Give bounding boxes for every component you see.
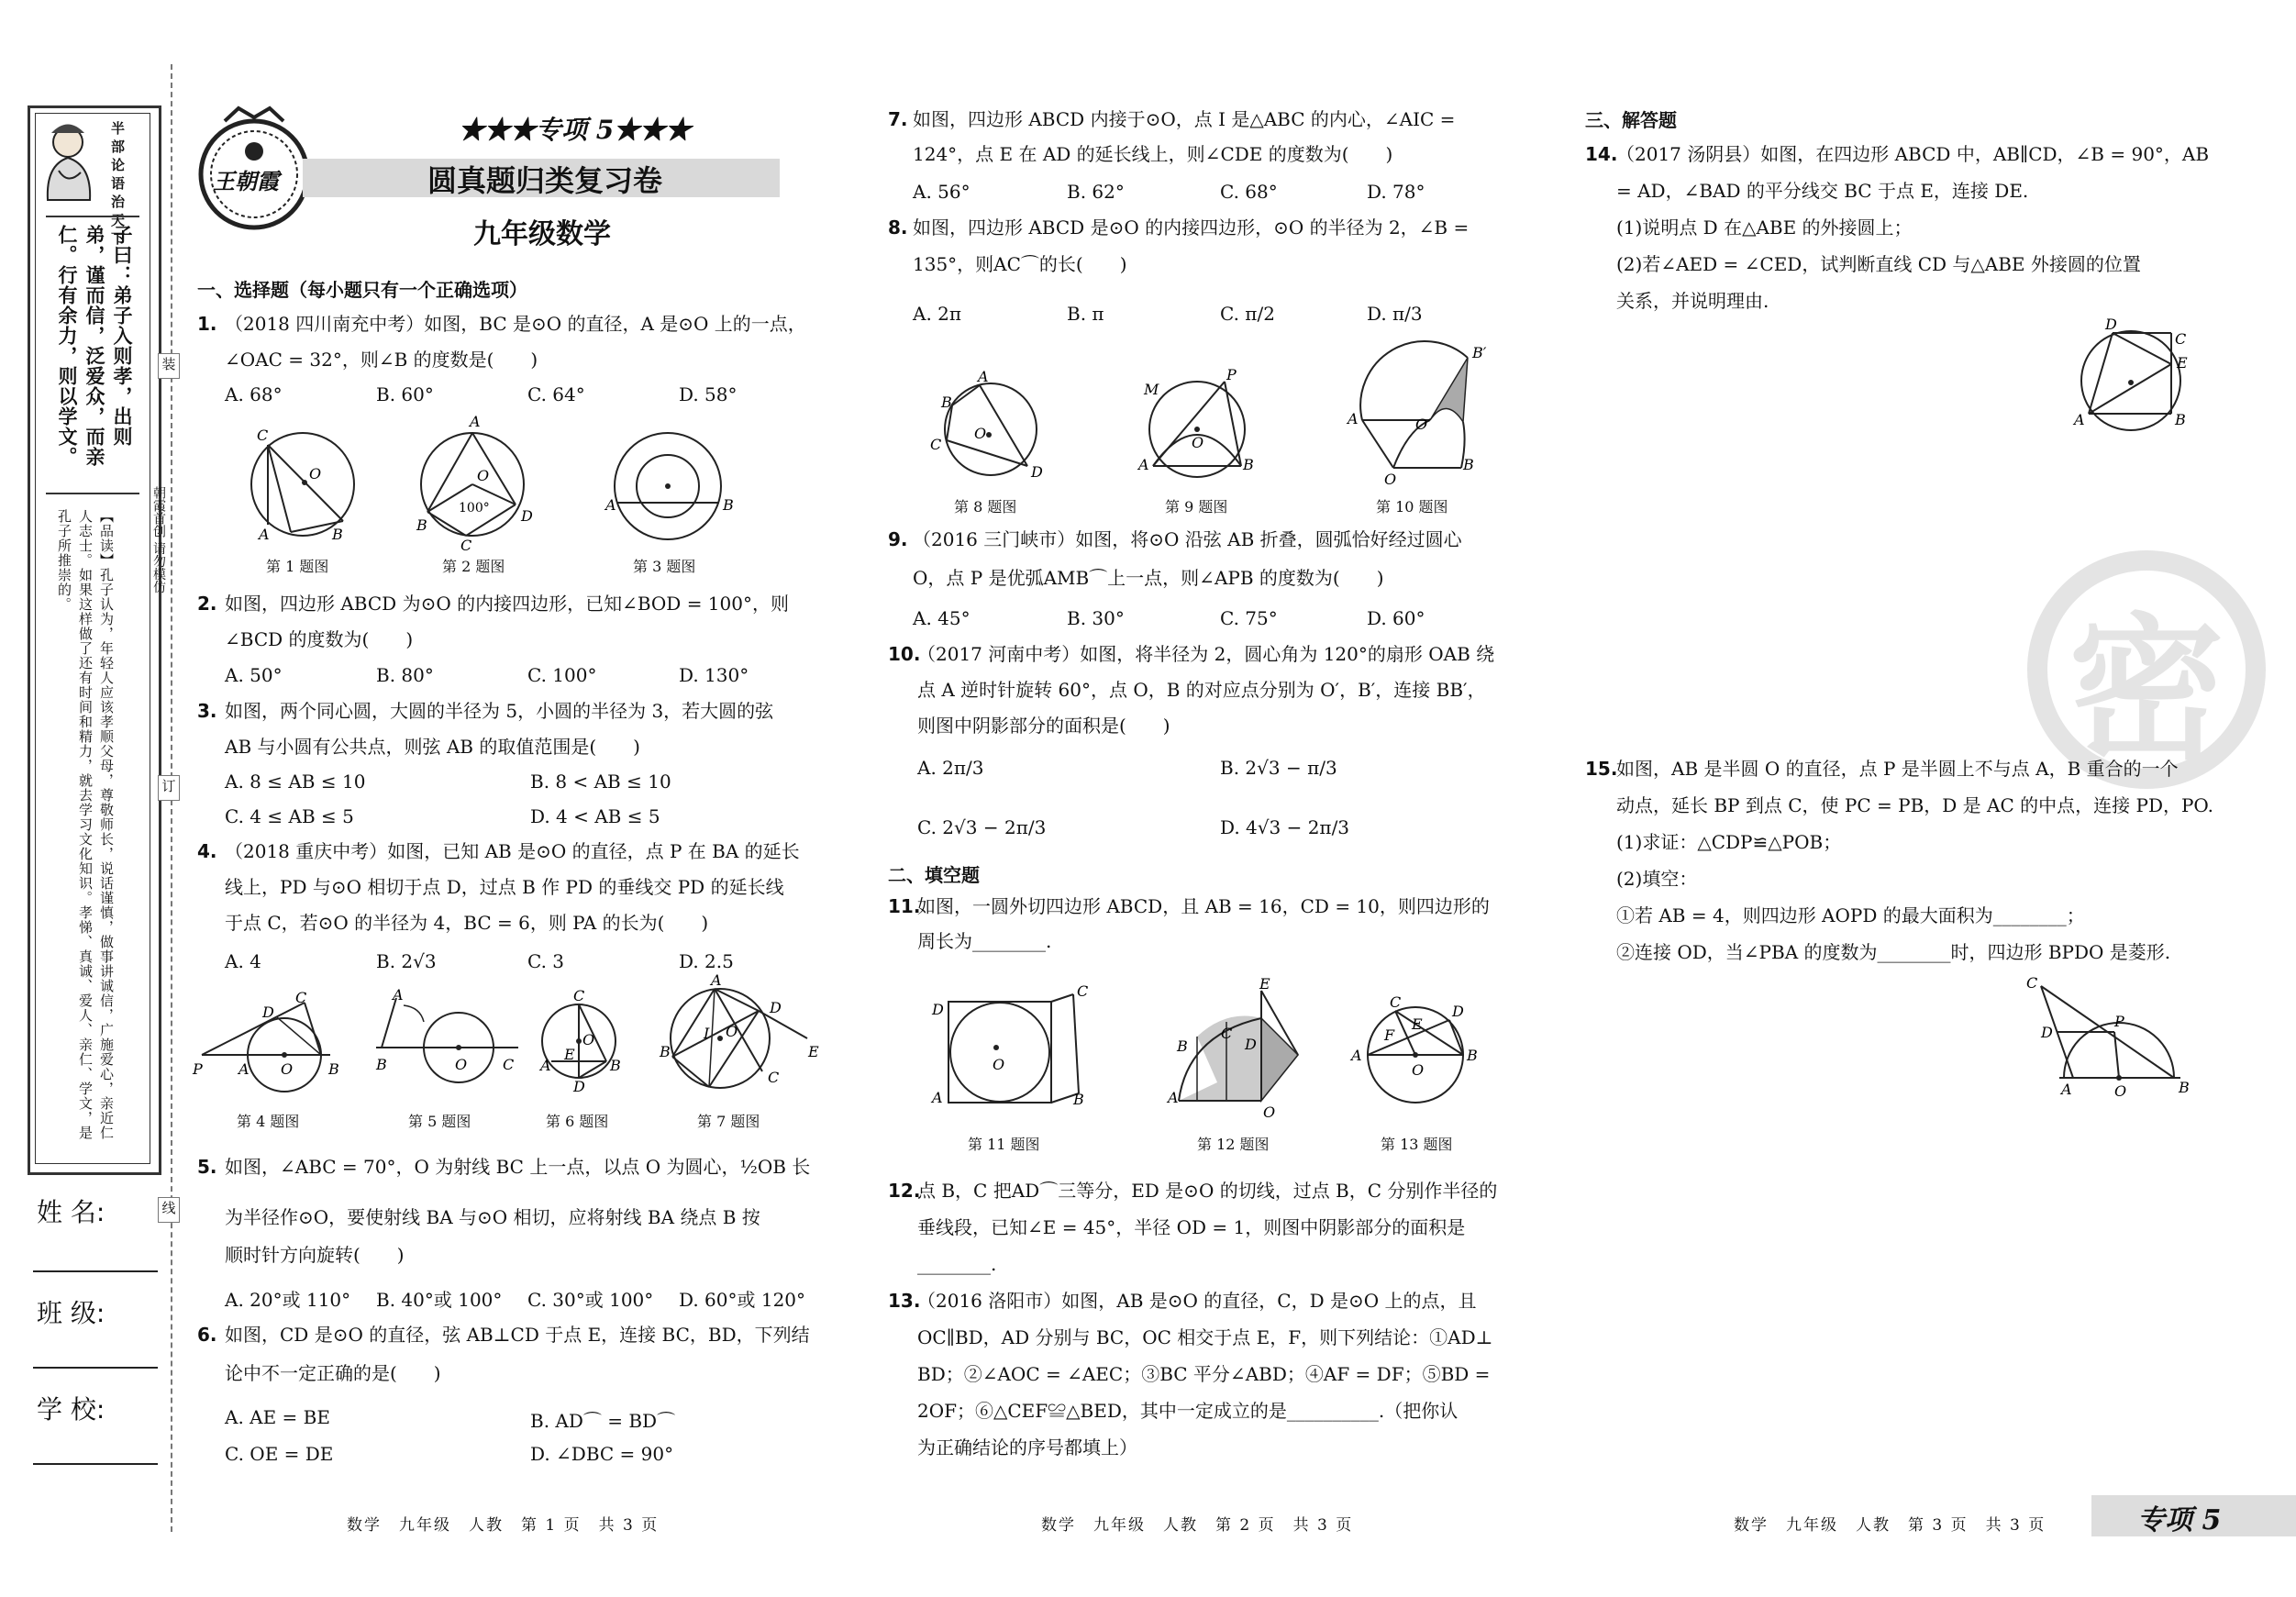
q7-choice-b[interactable]: B. 62° (1067, 181, 1125, 203)
class-label: 班 级: (37, 1298, 105, 1328)
section-answer: 三、解答题 (1585, 109, 1677, 131)
q10-choice-c[interactable]: C. 2√3 − 2π/3 (917, 816, 1047, 838)
seal-char-2: 订 (158, 775, 180, 801)
q4-text-2: 线上，PD 与⊙O 相切于点 D，过点 B 作 PD 的垂线交 PD 的延长线 (225, 876, 784, 898)
svg-text:O: O (993, 1056, 1005, 1073)
confucius-avatar (39, 119, 103, 202)
svg-text:O: O (477, 467, 490, 484)
svg-text:B: B (660, 1043, 671, 1060)
q14-text-4: (2)若∠AED = ∠CED，试判断直线 CD 与△ABE 外接圆的位置 (1616, 253, 2141, 275)
q15-text-6: ②连接 OD，当∠PBA 的度数为________时，四边形 BPDO 是菱形. (1616, 941, 2171, 963)
q8-choice-d[interactable]: D. π/3 (1367, 303, 1423, 325)
svg-text:B′: B′ (1472, 344, 1487, 361)
figure-3 (605, 422, 743, 550)
q4-text: （2018 重庆中考）如图，已知 AB 是⊙O 的直径，点 P 在 BA 的延长 (225, 840, 800, 862)
q5-text-2: 为半径作⊙O，要使射线 BA 与⊙O 相切，应将射线 BA 绕点 B 按 (225, 1206, 760, 1228)
figure-12 (1160, 975, 1316, 1121)
q9-choice-c[interactable]: C. 75° (1220, 607, 1278, 629)
svg-text:A: A (1351, 1047, 1362, 1064)
q2-text: 如图，四边形 ABCD 为⊙O 的内接四边形，已知∠BOD = 100°，则 (225, 593, 789, 615)
q15-text: 如图，AB 是半圆 O 的直径，点 P 是半圆上不与点 A，B 重合的一个 (1616, 758, 2179, 780)
figure-15 (2023, 974, 2190, 1100)
q1-text-2: ∠OAC = 32°，则∠B 的度数是( ) (225, 349, 538, 371)
q1-choice-d[interactable]: D. 58° (679, 383, 738, 405)
q14-text: （2017 汤阴县）如图，在四边形 ABCD 中，AB∥CD，∠B = 90°，AB (1616, 143, 2210, 165)
fig11-caption: 第 11 题图 (968, 1136, 1040, 1153)
q1-choice-a[interactable]: A. 68° (225, 383, 283, 405)
fig10-caption: 第 10 题图 (1376, 498, 1448, 516)
q13-text-5: 为正确结论的序号都填上） (917, 1436, 1137, 1458)
svg-text:A: A (1348, 410, 1359, 427)
figure-7 (656, 972, 821, 1092)
q7-text-2: 124°，点 E 在 AD 的延长线上，则∠CDE 的度数为( ) (913, 143, 1393, 165)
svg-text:P: P (193, 1060, 203, 1078)
quote-main: 子曰：弟子入则孝，出则弟，谨而信，泛爱众，而亲仁。行有余力，则以学文。 (56, 225, 133, 467)
q5-choice-b[interactable]: B. 40°或 100° (376, 1289, 503, 1311)
q15-text-2: 动点，延长 BP 到点 C，使 PC = PB，D 是 AC 的中点，连接 PD，PO. (1616, 794, 2214, 816)
svg-text:E: E (808, 1043, 819, 1060)
logo-text: 王朝霞 (213, 168, 279, 194)
figure-14 (2069, 316, 2188, 431)
svg-text:B: B (2179, 1079, 2190, 1096)
name-label: 姓 名: (37, 1197, 105, 1227)
q8-text: 如图，四边形 ABCD 是⊙O 的内接四边形，⊙O 的半径为 2，∠B = (913, 216, 1470, 238)
school-field[interactable] (33, 1463, 158, 1465)
q12-text: 点 B，C 把AD⌒三等分，ED 是⊙O 的切线，过点 B，C 分别作半径的 (917, 1180, 1498, 1202)
fig8-caption: 第 8 题图 (954, 498, 1017, 516)
svg-text:A: A (393, 986, 404, 1004)
svg-text:A: A (540, 1057, 551, 1074)
svg-text:D: D (1245, 1036, 1257, 1053)
q8-choice-c[interactable]: C. π/2 (1220, 303, 1275, 325)
subject-title: 九年级数学 (473, 218, 611, 250)
q2-number: 2. (197, 593, 217, 615)
svg-text:E: E (1259, 975, 1270, 993)
q8-choice-b[interactable]: B. π (1067, 303, 1104, 325)
svg-text:D: D (770, 999, 782, 1016)
q15-text-4: (2)填空： (1616, 868, 1698, 890)
copyright-note: 朝霞首创 请勿模仿 (151, 486, 166, 593)
footer-tag: 专项 5 (2137, 1504, 2222, 1536)
fig6-caption: 第 6 题图 (546, 1113, 609, 1130)
q10-number: 10. (888, 643, 921, 665)
svg-text:A: A (711, 971, 722, 989)
name-field[interactable] (33, 1270, 158, 1272)
class-field[interactable] (33, 1367, 158, 1369)
svg-text:O: O (455, 1056, 468, 1073)
q11-text-2: 周长为________. (917, 930, 1052, 952)
footer-page-3: 数学 九年级 人教 第 3 页 共 3 页 (1734, 1516, 2046, 1535)
svg-text:C: C (503, 1056, 515, 1073)
q4-choice-d[interactable]: D. 2.5 (679, 950, 734, 972)
q2-choice-c[interactable]: C. 100° (527, 664, 597, 686)
figure-11 (926, 981, 1092, 1110)
svg-text:P: P (2114, 1013, 2124, 1030)
q5-choice-c[interactable]: C. 30°或 100° (527, 1289, 654, 1311)
svg-text:C: C (573, 987, 585, 1004)
figure-5 (376, 986, 523, 1082)
q12-number: 12. (888, 1180, 921, 1202)
q8-text-2: 135°，则AC⌒的长( ) (913, 253, 1127, 275)
q13-text-4: 2OF；⑥△CEF≌△BED，其中一定成立的是__________.（把你认 (917, 1400, 1459, 1422)
q9-choice-a[interactable]: A. 45° (913, 607, 971, 629)
svg-text:C: C (257, 427, 269, 444)
q8-choice-a[interactable]: A. 2π (913, 303, 962, 325)
q2-choice-b[interactable]: B. 80° (376, 664, 434, 686)
svg-text:E: E (1412, 1015, 1423, 1033)
svg-text:A: A (932, 1089, 943, 1106)
q3-text-2: AB 与小圆有公共点，则弦 AB 的取值范围是( ) (225, 736, 640, 758)
svg-text:A: A (2061, 1081, 2072, 1098)
q12-text-2: 垂线段，已知∠E = 45°，半径 OD = 1，则图中阴影部分的面积是 (917, 1216, 1466, 1238)
figure-1 (240, 422, 369, 550)
section-fill: 二、填空题 (888, 864, 980, 886)
svg-text:D: D (2105, 316, 2117, 333)
q13-number: 13. (888, 1290, 921, 1312)
svg-text:E: E (564, 1046, 575, 1063)
q9-number: 9. (888, 528, 908, 550)
paper-title: 圆真题归类复习卷 (427, 163, 663, 198)
svg-text:B: B (332, 526, 343, 543)
q14-text-2: = AD，∠BAD 的平分线交 BC 于点 E，连接 DE. (1616, 180, 2029, 202)
fig9-caption: 第 9 题图 (1165, 498, 1228, 516)
figure-13 (1344, 991, 1491, 1110)
reading-text: 【品读】孔子认为，年轻人应该孝顺父母，尊敬师长，说话谨慎，做事讲诚信，广施爱心，亲近仁人志士。如果这样做了还有时间和精力，就去学习文化知识。孝悌、真诚、爱人、亲仁、学文，是孔子所推崇的。 (56, 509, 115, 1140)
q11-text: 如图，一圆外切四边形 ABCD，且 AB = 16，CD = 10，则四边形的 (917, 895, 1490, 917)
q13-text: （2016 洛阳市）如图，AB 是⊙O 的直径，C，D 是⊙O 上的点，且 (917, 1290, 1477, 1312)
q3-choice-c[interactable]: C. 4 ≤ AB ≤ 5 (225, 805, 354, 827)
svg-text:O: O (974, 425, 987, 442)
svg-text:B: B (1177, 1037, 1188, 1055)
q8-number: 8. (888, 216, 908, 238)
svg-text:B: B (328, 1060, 339, 1078)
q9-text: （2016 三门峡市）如图，将⊙O 沿弦 AB 折叠，圆弧恰好经过圆心 (913, 528, 1462, 550)
fig12-caption: 第 12 题图 (1197, 1136, 1270, 1153)
svg-text:A: A (1138, 456, 1149, 473)
q4-choice-a[interactable]: A. 4 (225, 950, 261, 972)
svg-text:A: A (605, 496, 616, 514)
svg-text:F: F (1384, 1026, 1395, 1044)
q6-choice-a[interactable]: A. AE = BE (225, 1406, 330, 1428)
footer-page-2: 数学 九年级 人教 第 2 页 共 3 页 (1041, 1516, 1354, 1535)
figure-6 (535, 986, 627, 1095)
q6-choice-c[interactable]: C. OE = DE (225, 1443, 334, 1465)
svg-text:A: A (1168, 1089, 1179, 1106)
q9-choice-b[interactable]: B. 30° (1067, 607, 1125, 629)
figure-10 (1344, 339, 1487, 491)
q15-text-3: (1)求证：△CDP≌△POB； (1616, 831, 1842, 853)
q13-text-2: OC∥BD，AD 分别与 BC，OC 相交于点 E，F，则下列结论：①AD⊥ (917, 1326, 1493, 1348)
q15-number: 15. (1585, 758, 1618, 780)
svg-text:C: C (1221, 1025, 1233, 1042)
q3-text: 如图，两个同心圆，大圆的半径为 5，小圆的半径为 3，若大圆的弦 (225, 700, 774, 722)
svg-text:M: M (1144, 381, 1159, 398)
section-choice: 一、选择题（每小题只有一个正确选项） (197, 279, 527, 301)
q5-text: 如图，∠ABC = 70°，O 为射线 BC 上一点，以点 O 为圆心，½OB 长 (225, 1156, 811, 1178)
svg-text:O: O (309, 465, 322, 482)
q3-choice-d[interactable]: D. 4 < AB ≤ 5 (530, 805, 660, 827)
svg-text:O: O (1263, 1103, 1276, 1121)
svg-text:O: O (1192, 434, 1204, 451)
seal-char-3: 线 (158, 1197, 180, 1223)
svg-text:C: C (460, 537, 472, 554)
q3-number: 3. (197, 700, 217, 722)
q7-choice-a[interactable]: A. 56° (913, 181, 971, 203)
svg-text:A: A (470, 413, 481, 430)
school-label: 学 校: (37, 1394, 105, 1425)
fig1-caption: 第 1 题图 (266, 558, 329, 575)
q10-choice-b[interactable]: B. 2√3 − π/3 (1220, 757, 1337, 779)
q9-choice-d[interactable]: D. 60° (1367, 607, 1425, 629)
motto-small: 半部论语治天下 (109, 121, 126, 250)
footer-page-1: 数学 九年级 人教 第 1 页 共 3 页 (347, 1516, 660, 1535)
watermark-char: 密 (2069, 600, 2225, 782)
fig5-caption: 第 5 题图 (408, 1113, 471, 1130)
q5-choice-a[interactable]: A. 20°或 110° (225, 1289, 351, 1311)
svg-text:C: C (295, 989, 307, 1006)
svg-text:C: C (930, 436, 942, 453)
svg-text:100°: 100° (459, 501, 490, 516)
q14-number: 14. (1585, 143, 1618, 165)
fig2-caption: 第 2 题图 (442, 558, 505, 575)
svg-text:D: D (262, 1004, 274, 1021)
q1-choice-c[interactable]: C. 64° (527, 383, 585, 405)
q10-text: （2017 河南中考）如图，将半径为 2，圆心角为 120°的扇形 OAB 绕 (917, 643, 1495, 665)
svg-text:O: O (2114, 1082, 2127, 1100)
q14-text-5: 关系，并说明理由. (1616, 290, 1769, 312)
q1-text: （2018 四川南充中考）如图，BC 是⊙O 的直径，A 是⊙O 上的一点， (225, 313, 806, 335)
q10-text-2: 点 A 逆时针旋转 60°，点 O，B 的对应点分别为 O′，B′，连接 BB′， (917, 679, 1486, 701)
fig4-caption: 第 4 题图 (237, 1113, 300, 1130)
q2-choice-d[interactable]: D. 130° (679, 664, 749, 686)
svg-text:A: A (2074, 411, 2085, 428)
q3-choice-a[interactable]: A. 8 ≤ AB ≤ 10 (225, 771, 366, 793)
q7-text: 如图，四边形 ABCD 内接于⊙O，点 I 是△ABC 的内心，∠AIC = (913, 108, 1456, 130)
q13-text-3: BD；②∠AOC = ∠AEC；③BC 平分∠ABD；④AF = DF；⑤BD = (917, 1363, 1491, 1385)
figure-8 (926, 367, 1046, 486)
q3-choice-b[interactable]: B. 8 < AB ≤ 10 (530, 771, 671, 793)
figure-4 (193, 986, 349, 1087)
figure-2 (413, 413, 541, 554)
q5-choice-d[interactable]: D. 60°或 120° (679, 1289, 806, 1311)
svg-text:A: A (259, 526, 270, 543)
svg-text:D: D (573, 1078, 585, 1095)
svg-text:C: C (768, 1069, 780, 1086)
q10-choice-d[interactable]: D. 4√3 − 2π/3 (1220, 816, 1350, 838)
svg-text:D: D (2041, 1024, 2053, 1041)
svg-text:B: B (610, 1057, 621, 1074)
svg-text:C: C (2175, 330, 2187, 348)
svg-text:D: D (1031, 463, 1043, 481)
q1-number: 1. (197, 313, 217, 335)
fig3-caption: 第 3 题图 (633, 558, 696, 575)
q6-choice-b[interactable]: B. AD⌒ = BD⌒ (530, 1410, 676, 1432)
q4-choice-b[interactable]: B. 2√3 (376, 950, 437, 972)
figure-9 (1133, 367, 1261, 486)
q7-choice-c[interactable]: C. 68° (1220, 181, 1278, 203)
svg-text:B: B (941, 394, 952, 411)
q4-text-3: 于点 C，若⊙O 的半径为 4，BC = 6，则 PA 的长为( ) (225, 912, 709, 934)
svg-text:B: B (376, 1056, 387, 1073)
svg-text:O: O (281, 1060, 294, 1078)
q7-number: 7. (888, 108, 908, 130)
svg-text:A: A (238, 1060, 250, 1078)
svg-text:C: C (2026, 974, 2038, 992)
svg-text:E: E (2177, 354, 2188, 372)
q7-choice-d[interactable]: D. 78° (1367, 181, 1425, 203)
svg-text:B: B (1467, 1047, 1478, 1064)
svg-text:B: B (416, 516, 427, 534)
seal-char-1: 装 (158, 353, 180, 379)
svg-text:B: B (723, 496, 734, 514)
svg-text:C: C (1390, 993, 1402, 1011)
q5-number: 5. (197, 1156, 217, 1178)
q4-number: 4. (197, 840, 217, 862)
svg-text:O: O (1412, 1061, 1425, 1079)
q2-choice-a[interactable]: A. 50° (225, 664, 283, 686)
q10-text-3: 则图中阴影部分的面积是( ) (917, 715, 1170, 737)
svg-text:A: A (978, 368, 989, 385)
q10-choice-a[interactable]: A. 2π/3 (917, 757, 984, 779)
svg-text:O: O (1384, 471, 1397, 488)
svg-text:B: B (1243, 456, 1254, 473)
q2-text-2: ∠BCD 的度数为( ) (225, 628, 414, 650)
svg-text:P: P (1226, 366, 1237, 383)
svg-text:O′: O′ (1415, 416, 1431, 433)
svg-text:O: O (726, 1023, 738, 1040)
svg-text:B: B (1073, 1091, 1084, 1108)
svg-text:B: B (1463, 456, 1474, 473)
q12-text-3: ________. (917, 1253, 997, 1275)
q1-choice-b[interactable]: B. 60° (376, 383, 434, 405)
svg-text:D: D (1452, 1003, 1464, 1020)
svg-text:B: B (2175, 411, 2186, 428)
q14-text-3: (1)说明点 D 在△ABE 的外接圆上； (1616, 216, 1913, 238)
svg-text:I: I (704, 1025, 710, 1042)
q9-text-2: O，点 P 是优弧AMB⌒上一点，则∠APB 的度数为( ) (913, 567, 1384, 589)
q5-text-3: 顺时针方向旋转( ) (225, 1244, 405, 1266)
svg-text:C: C (1077, 982, 1089, 1000)
topic-label: ★★★专项 5★★★ (459, 115, 692, 145)
q15-text-5: ①若 AB = 4，则四边形 AOPD 的最大面积为________； (1616, 904, 2085, 926)
q11-number: 11. (888, 895, 921, 917)
q6-number: 6. (197, 1324, 217, 1346)
fig7-caption: 第 7 题图 (697, 1113, 760, 1130)
fig13-caption: 第 13 题图 (1381, 1136, 1453, 1153)
svg-text:O: O (582, 1031, 595, 1048)
svg-text:D: D (521, 507, 533, 525)
q6-text: 如图，CD 是⊙O 的直径，弦 AB⊥CD 于点 E，连接 BC，BD，下列结 (225, 1324, 810, 1346)
svg-text:D: D (932, 1001, 944, 1018)
q6-choice-d[interactable]: D. ∠DBC = 90° (530, 1443, 674, 1465)
q6-text-2: 论中不一定正确的是( ) (225, 1362, 441, 1384)
q4-choice-c[interactable]: C. 3 (527, 950, 565, 972)
